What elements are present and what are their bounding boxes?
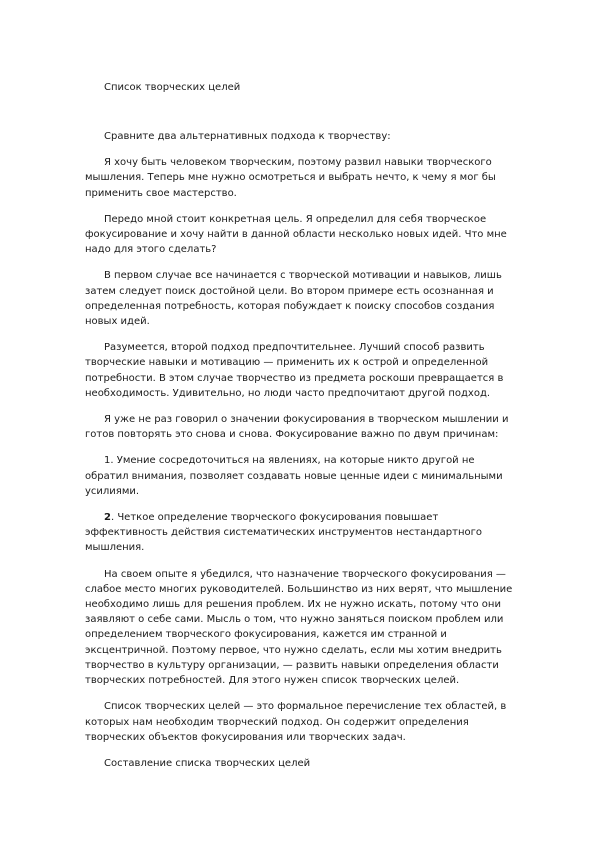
paragraph-approach-1: Я хочу быть человеком творческим, поэтому развил навыки творческого мышления. Теперь мне нужно осмотреться и выбрать нечто, к чему я мог бы применить свое мастерство. xyxy=(85,157,496,199)
paragraph-focus-importance: Я уже не раз говорил о значении фокусирования в творческом мышлении и готов повторять это снова и снова. Фокусирование важно по двум причинам: xyxy=(85,414,509,441)
list-item-1: 1. Умение сосредоточиться на явлениях, на которые никто другой не обратил внимания, позволяет создавать новые ценные идеи с минимальными усилиями. xyxy=(85,455,503,497)
paragraph-experience: На своем опыте я убедился, что назначение творческого фокусирования — слабое место многих руководителей. Большинство из них верят, что мышление необходимо лишь для решения проблем. Их не нужно искать, потому что они заявляют о себе сами. Мысль о том, что нужно заняться поиском проблем или определением творческого фокусирования, кажется им странной и эксцентричной. Поэтому первое, что нужно сделать, если мы хотим внедрить творчество в культуру организации, — развить навыки определения области творческих потребностей. Для этого нужен список творческих целей. xyxy=(85,568,513,687)
list-item-2 xyxy=(85,510,515,556)
document-page xyxy=(85,80,515,771)
paragraph-definition: Список творческих целей — это формальное перечисление тех областей, в которых нам необходим творческий подход. Он содержит определения творческих объектов фокусирования или творческих задач. xyxy=(85,701,507,743)
list-item-2-text: . Четкое определение творческого фокусирования повышает эффективность действия систематических инструментов нестандартного мышления. xyxy=(85,512,482,554)
list-item-2-number: 2 xyxy=(104,512,111,524)
paragraph-comparison: В первом случае все начинается с творческой мотивации и навыков, лишь затем следует поиск достойной цели. Во втором примере есть осознанная и определенная потребность, которая побуждает к поиску способов создания новых идей. xyxy=(85,270,502,328)
paragraph-approach-2: Передо мной стоит конкретная цель. Я определил для себя творческое фокусирование и хочу найти в данной области несколько новых идей. Что мне надо для этого сделать? xyxy=(85,213,507,256)
paragraph-preference: Разумеется, второй подход предпочтительнее. Лучший способ развить творческие навыки и мотивацию — применить их к острой и определенной потребности. В этом случае творчество из предмета роскоши превращается в необходимость. Удивительно, но люди часто предпочитают другой подход. xyxy=(85,342,504,399)
section-subheading: Составление списка творческих целей xyxy=(104,757,311,769)
document-title: Список творческих целей xyxy=(104,82,241,93)
paragraph-intro: Сравните два альтернативных подхода к творчеству: xyxy=(104,131,391,142)
